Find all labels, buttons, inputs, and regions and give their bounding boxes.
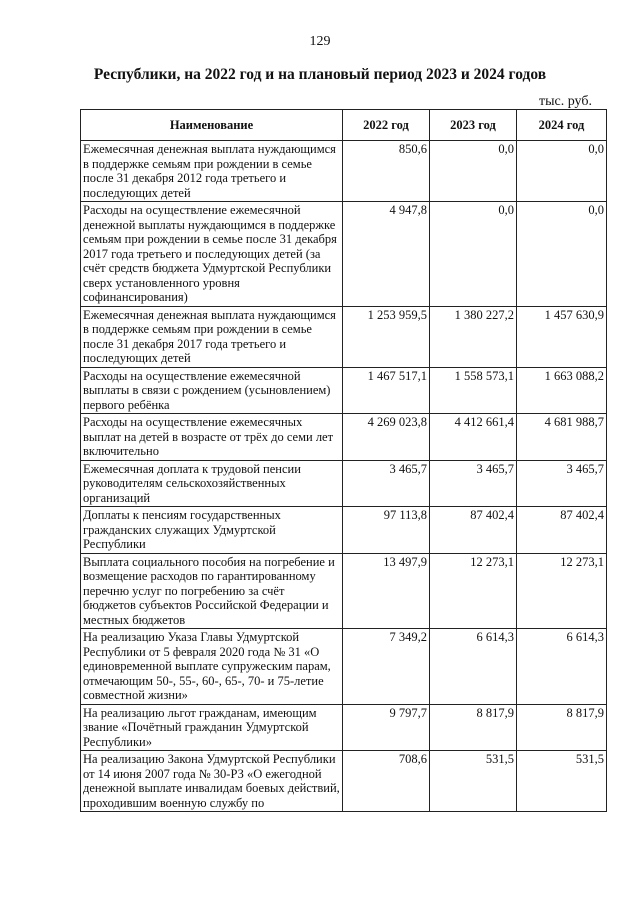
header-2022: 2022 год xyxy=(343,110,430,141)
value-2024-cell: 3 465,7 xyxy=(517,460,607,507)
value-2024-cell: 6 614,3 xyxy=(517,629,607,705)
value-2024-cell: 1 663 088,2 xyxy=(517,367,607,414)
value-2023-cell: 1 558 573,1 xyxy=(430,367,517,414)
table-row xyxy=(81,460,607,507)
value-2022-cell: 97 113,8 xyxy=(343,507,430,554)
budget-table xyxy=(80,109,607,812)
row-name-cell: Расходы на осуществление ежемесячной денежной выплаты нуждающимся в поддержке семьям при рождении в семье после 31 декабря 2017 года третьего и последующих детей (за счёт средств бюджета Удмуртской Республики сверх установленного уровня софинансирования) xyxy=(81,202,343,307)
value-2024-cell: 12 273,1 xyxy=(517,553,607,629)
value-2023-cell: 1 380 227,2 xyxy=(430,306,517,367)
table-row xyxy=(81,507,607,554)
row-name-cell: На реализацию льгот гражданам, имеющим звание «Почётный гражданин Удмуртской Республики» xyxy=(81,704,343,751)
header-2024: 2024 год xyxy=(517,110,607,141)
value-2022-cell: 7 349,2 xyxy=(343,629,430,705)
table-row xyxy=(81,414,607,461)
value-2023-cell: 0,0 xyxy=(430,141,517,202)
value-2024-cell: 4 681 988,7 xyxy=(517,414,607,461)
value-2023-cell: 6 614,3 xyxy=(430,629,517,705)
row-name-cell: Выплата социального пособия на погребение и возмещение расходов по гарантированному перечню услуг по погребению за счёт бюджетов субъектов Российской Федерации и местных бюджетов xyxy=(81,553,343,629)
value-2022-cell: 4 947,8 xyxy=(343,202,430,307)
table-row xyxy=(81,202,607,307)
header-2023: 2023 год xyxy=(430,110,517,141)
row-name-cell: Расходы на осуществление ежемесячных выплат на детей в возрасте от трёх до семи лет включительно xyxy=(81,414,343,461)
table-row xyxy=(81,629,607,705)
value-2023-cell: 12 273,1 xyxy=(430,553,517,629)
value-2024-cell: 0,0 xyxy=(517,202,607,307)
value-2023-cell: 4 412 661,4 xyxy=(430,414,517,461)
value-2023-cell: 0,0 xyxy=(430,202,517,307)
table-body xyxy=(81,141,607,812)
row-name-cell: Ежемесячная денежная выплата нуждающимся в поддержке семьям при рождении в семье после 31 декабря 2012 года третьего и последующих детей xyxy=(81,141,343,202)
value-2022-cell: 850,6 xyxy=(343,141,430,202)
value-2022-cell: 708,6 xyxy=(343,751,430,812)
value-2024-cell: 1 457 630,9 xyxy=(517,306,607,367)
value-2022-cell: 9 797,7 xyxy=(343,704,430,751)
value-2024-cell: 0,0 xyxy=(517,141,607,202)
row-name-cell: Расходы на осуществление ежемесячной выплаты в связи с рождением (усыновлением) первого ребёнка xyxy=(81,367,343,414)
value-2024-cell: 531,5 xyxy=(517,751,607,812)
header-name: Наименование xyxy=(81,110,343,141)
value-2023-cell: 87 402,4 xyxy=(430,507,517,554)
table-header-row xyxy=(81,110,607,141)
value-2022-cell: 1 467 517,1 xyxy=(343,367,430,414)
row-name-cell: Ежемесячная денежная выплата нуждающимся в поддержке семьям при рождении в семье после 31 декабря 2017 года третьего и последующих детей xyxy=(81,306,343,367)
value-2023-cell: 531,5 xyxy=(430,751,517,812)
page-heading: Республики, на 2022 год и на плановый период 2023 и 2024 годов xyxy=(93,66,547,83)
row-name-cell: Доплаты к пенсиям государственных гражданских служащих Удмуртской Республики xyxy=(81,507,343,554)
table-row xyxy=(81,553,607,629)
row-name-cell: Ежемесячная доплата к трудовой пенсии руководителям сельскохозяйственных организаций xyxy=(81,460,343,507)
table-row xyxy=(81,751,607,812)
value-2022-cell: 4 269 023,8 xyxy=(343,414,430,461)
table-row xyxy=(81,704,607,751)
value-2022-cell: 1 253 959,5 xyxy=(343,306,430,367)
units-label: тыс. руб. xyxy=(539,94,592,109)
table-row xyxy=(81,367,607,414)
value-2023-cell: 8 817,9 xyxy=(430,704,517,751)
table-row xyxy=(81,306,607,367)
value-2024-cell: 87 402,4 xyxy=(517,507,607,554)
value-2022-cell: 3 465,7 xyxy=(343,460,430,507)
page-number: 129 xyxy=(309,34,331,49)
row-name-cell: На реализацию Закона Удмуртской Республики от 14 июня 2007 года № 30-РЗ «О ежегодной денежной выплате инвалидам боевых действий, проходившим военную службу по xyxy=(81,751,343,812)
value-2023-cell: 3 465,7 xyxy=(430,460,517,507)
value-2024-cell: 8 817,9 xyxy=(517,704,607,751)
row-name-cell: На реализацию Указа Главы Удмуртской Республики от 5 февраля 2020 года № 31 «О единовременной выплате супружеским парам, отмечающим 50-, 55-, 60-, 65-, 70- и 75-летие совместной жизни» xyxy=(81,629,343,705)
value-2022-cell: 13 497,9 xyxy=(343,553,430,629)
table-row xyxy=(81,141,607,202)
